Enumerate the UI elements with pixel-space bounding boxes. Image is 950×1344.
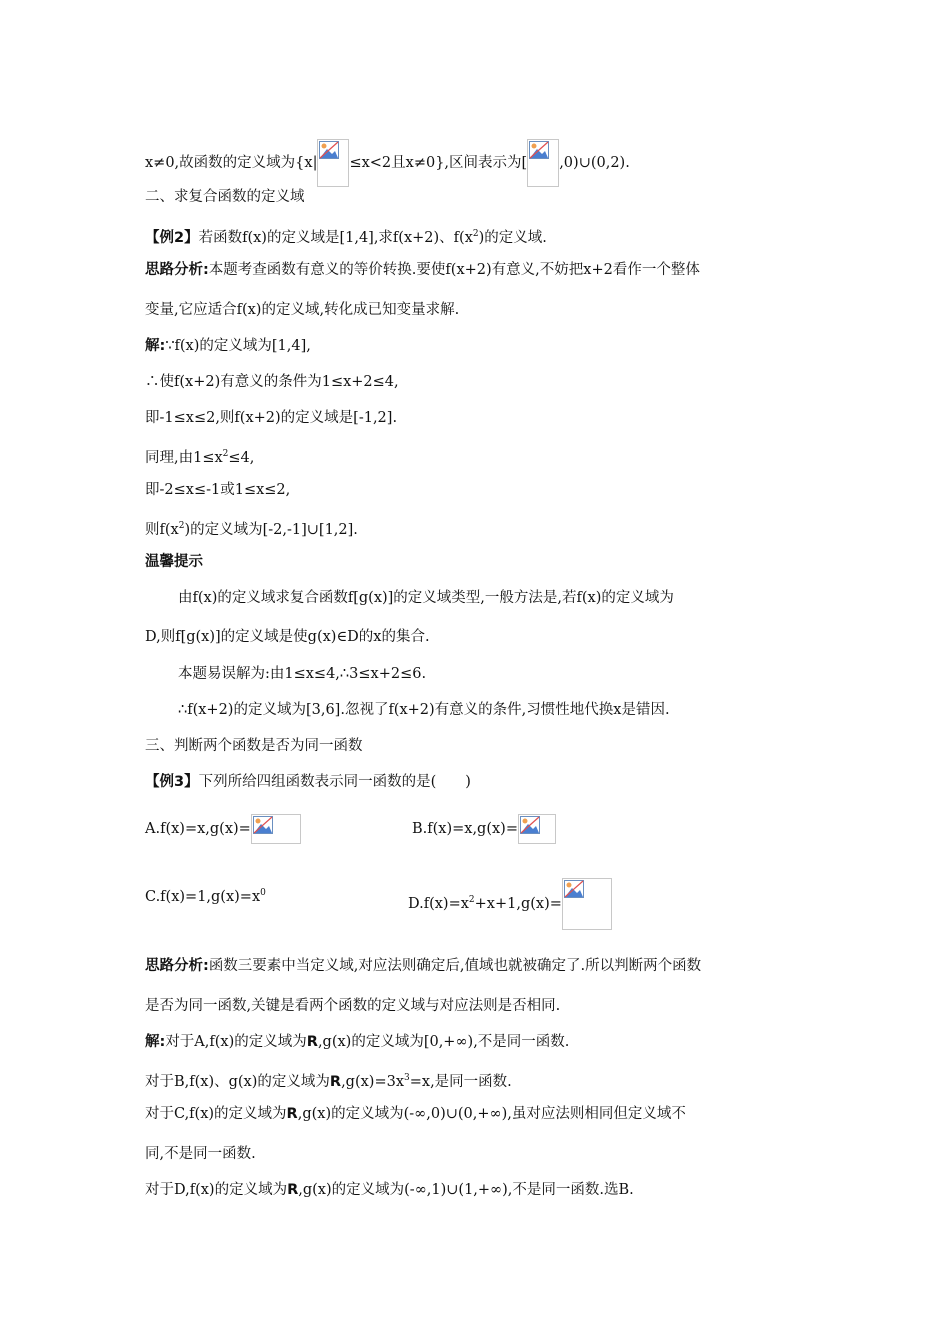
solution-3-line-1: [145, 1032, 569, 1052]
solution-2-line-2: ∴使f(x+2)有意义的条件为1≤x+2≤4,: [145, 374, 399, 390]
tip-paragraph-1-line-1: 由f(x)的定义域求复合函数f[g(x)]的定义域类型,一般方法是,若f(x)的定义域为: [178, 590, 674, 606]
broken-image-icon: [564, 880, 584, 898]
missing-formula-image: [317, 139, 349, 187]
broken-image-icon: [319, 141, 339, 159]
reals-symbol: R: [286, 1106, 298, 1122]
superscript: 2: [178, 521, 185, 531]
broken-image-icon: [253, 816, 273, 834]
superscript: 2: [472, 229, 479, 239]
option-text: C.f(x)=1,g(x)=x: [145, 889, 261, 905]
example-label: 【例2】: [145, 230, 199, 246]
analysis-text: 函数三要素中当定义域,对应法则确定后,值域也就被确定了.所以判断两个函数: [208, 958, 702, 974]
solution-text: ∵f(x)的定义域为[1,4],: [165, 338, 311, 354]
solution-text: 对于D,f(x)的定义域为: [145, 1182, 288, 1198]
reals-symbol: R: [329, 1074, 342, 1090]
example-2: [145, 224, 547, 248]
reals-symbol: R: [306, 1034, 318, 1050]
solution-text: =x,是同一函数.: [409, 1074, 512, 1090]
reals-symbol: R: [287, 1182, 299, 1198]
solution-text: ,g(x)的定义域为(-∞,1)∪(1,+∞),不是同一函数.选B.: [298, 1182, 634, 1198]
tip-paragraph-1-line-2: D,则f[g(x)]的定义域是使g(x)∈D的x的集合.: [145, 629, 430, 645]
tip-title: 温馨提示: [145, 554, 203, 570]
solution-text: 对于A,f(x)的定义域为: [165, 1034, 307, 1050]
analysis-label: 思路分析:: [145, 262, 209, 278]
superscript: 3: [404, 1073, 410, 1083]
solution-label: 解:: [145, 1034, 166, 1050]
solution-3-line-2: [145, 1068, 512, 1092]
superscript: 2: [468, 895, 475, 905]
option-text: +x+1,g(x)=: [474, 896, 562, 912]
solution-3-line-4: 同,不是同一函数.: [145, 1146, 256, 1162]
analysis-label: 思路分析:: [145, 958, 209, 974]
example-text: 若函数f(x)的定义域是[1,4],求f(x+2)、f(x: [198, 230, 473, 246]
broken-image-icon: [520, 816, 540, 834]
option-d: [408, 878, 612, 930]
analysis-2-line-1: [145, 260, 700, 280]
option-text: B.f(x)=x,g(x)=: [412, 821, 518, 837]
example-text: )的定义域.: [478, 230, 547, 246]
example-text: 下列所给四组函数表示同一函数的是( ): [198, 774, 471, 790]
option-text: D.f(x)=x: [408, 896, 469, 912]
analysis-text: 本题考查函数有意义的等价转换.要使f(x+2)有意义,不妨把x+2看作一个整体: [208, 262, 700, 278]
option-c: [145, 883, 266, 907]
solution-3-line-3: [145, 1104, 686, 1124]
text-fragment: ≤x<2且x≠0},区间表示为[: [349, 155, 528, 171]
solution-2-line-6: [145, 516, 358, 540]
analysis-3-line-1: [145, 956, 701, 976]
solution-text: 对于C,f(x)的定义域为: [145, 1106, 287, 1122]
text-fragment: x≠0,故函数的定义域为{x|: [145, 155, 318, 171]
solution-text: )的定义域为[-2,-1]∪[1,2].: [184, 522, 358, 538]
option-text: A.f(x)=x,g(x)=: [145, 821, 251, 837]
missing-formula-image: [518, 814, 556, 844]
solution-text: 则f(x: [145, 522, 179, 538]
superscript: 0: [260, 888, 266, 898]
example-3: [145, 772, 471, 792]
section-2-title: 二、求复合函数的定义域: [145, 189, 305, 205]
solution-text: ,g(x)的定义域为(-∞,0)∪(0,+∞),虽对应法则相同但定义域不: [297, 1106, 686, 1122]
solution-2-line-1: [145, 336, 311, 356]
solution-2-line-5: 即-2≤x≤-1或1≤x≤2,: [145, 482, 291, 498]
missing-formula-image: [251, 814, 301, 844]
analysis-2-line-2: 变量,它应适合f(x)的定义域,转化成已知变量求解.: [145, 302, 460, 318]
solution-label: 解:: [145, 338, 166, 354]
option-b: [412, 814, 556, 844]
solution-3-line-5: [145, 1180, 634, 1200]
analysis-3-line-2: 是否为同一函数,关键是看两个函数的定义域与对应法则是否相同.: [145, 998, 561, 1014]
solution-text: ≤4,: [228, 450, 255, 466]
section-3-title: 三、判断两个函数是否为同一函数: [145, 738, 363, 754]
solution-text: ,g(x)的定义域为[0,+∞),不是同一函数.: [317, 1034, 570, 1050]
missing-formula-image: [527, 139, 559, 187]
solution-text: 同理,由1≤x: [145, 450, 223, 466]
solution-text: ,g(x)=3x: [341, 1074, 405, 1090]
superscript: 2: [222, 449, 229, 459]
tip-paragraph-2: 本题易误解为:由1≤x≤4,∴3≤x+2≤6.: [178, 666, 427, 682]
tip-paragraph-3: ∴f(x+2)的定义域为[3,6].忽视了f(x+2)有意义的条件,习惯性地代换x是错因.: [178, 702, 670, 718]
missing-formula-image: [562, 878, 612, 930]
domain-result-line: [145, 139, 630, 187]
example-label: 【例3】: [145, 774, 199, 790]
broken-image-icon: [529, 141, 549, 159]
solution-2-line-4: [145, 444, 254, 468]
text-fragment: ,0)∪(0,2).: [559, 155, 630, 171]
solution-2-line-3: 即-1≤x≤2,则f(x+2)的定义域是[-1,2].: [145, 410, 398, 426]
option-a: [145, 814, 301, 844]
solution-text: 对于B,f(x)、g(x)的定义域为: [145, 1074, 330, 1090]
